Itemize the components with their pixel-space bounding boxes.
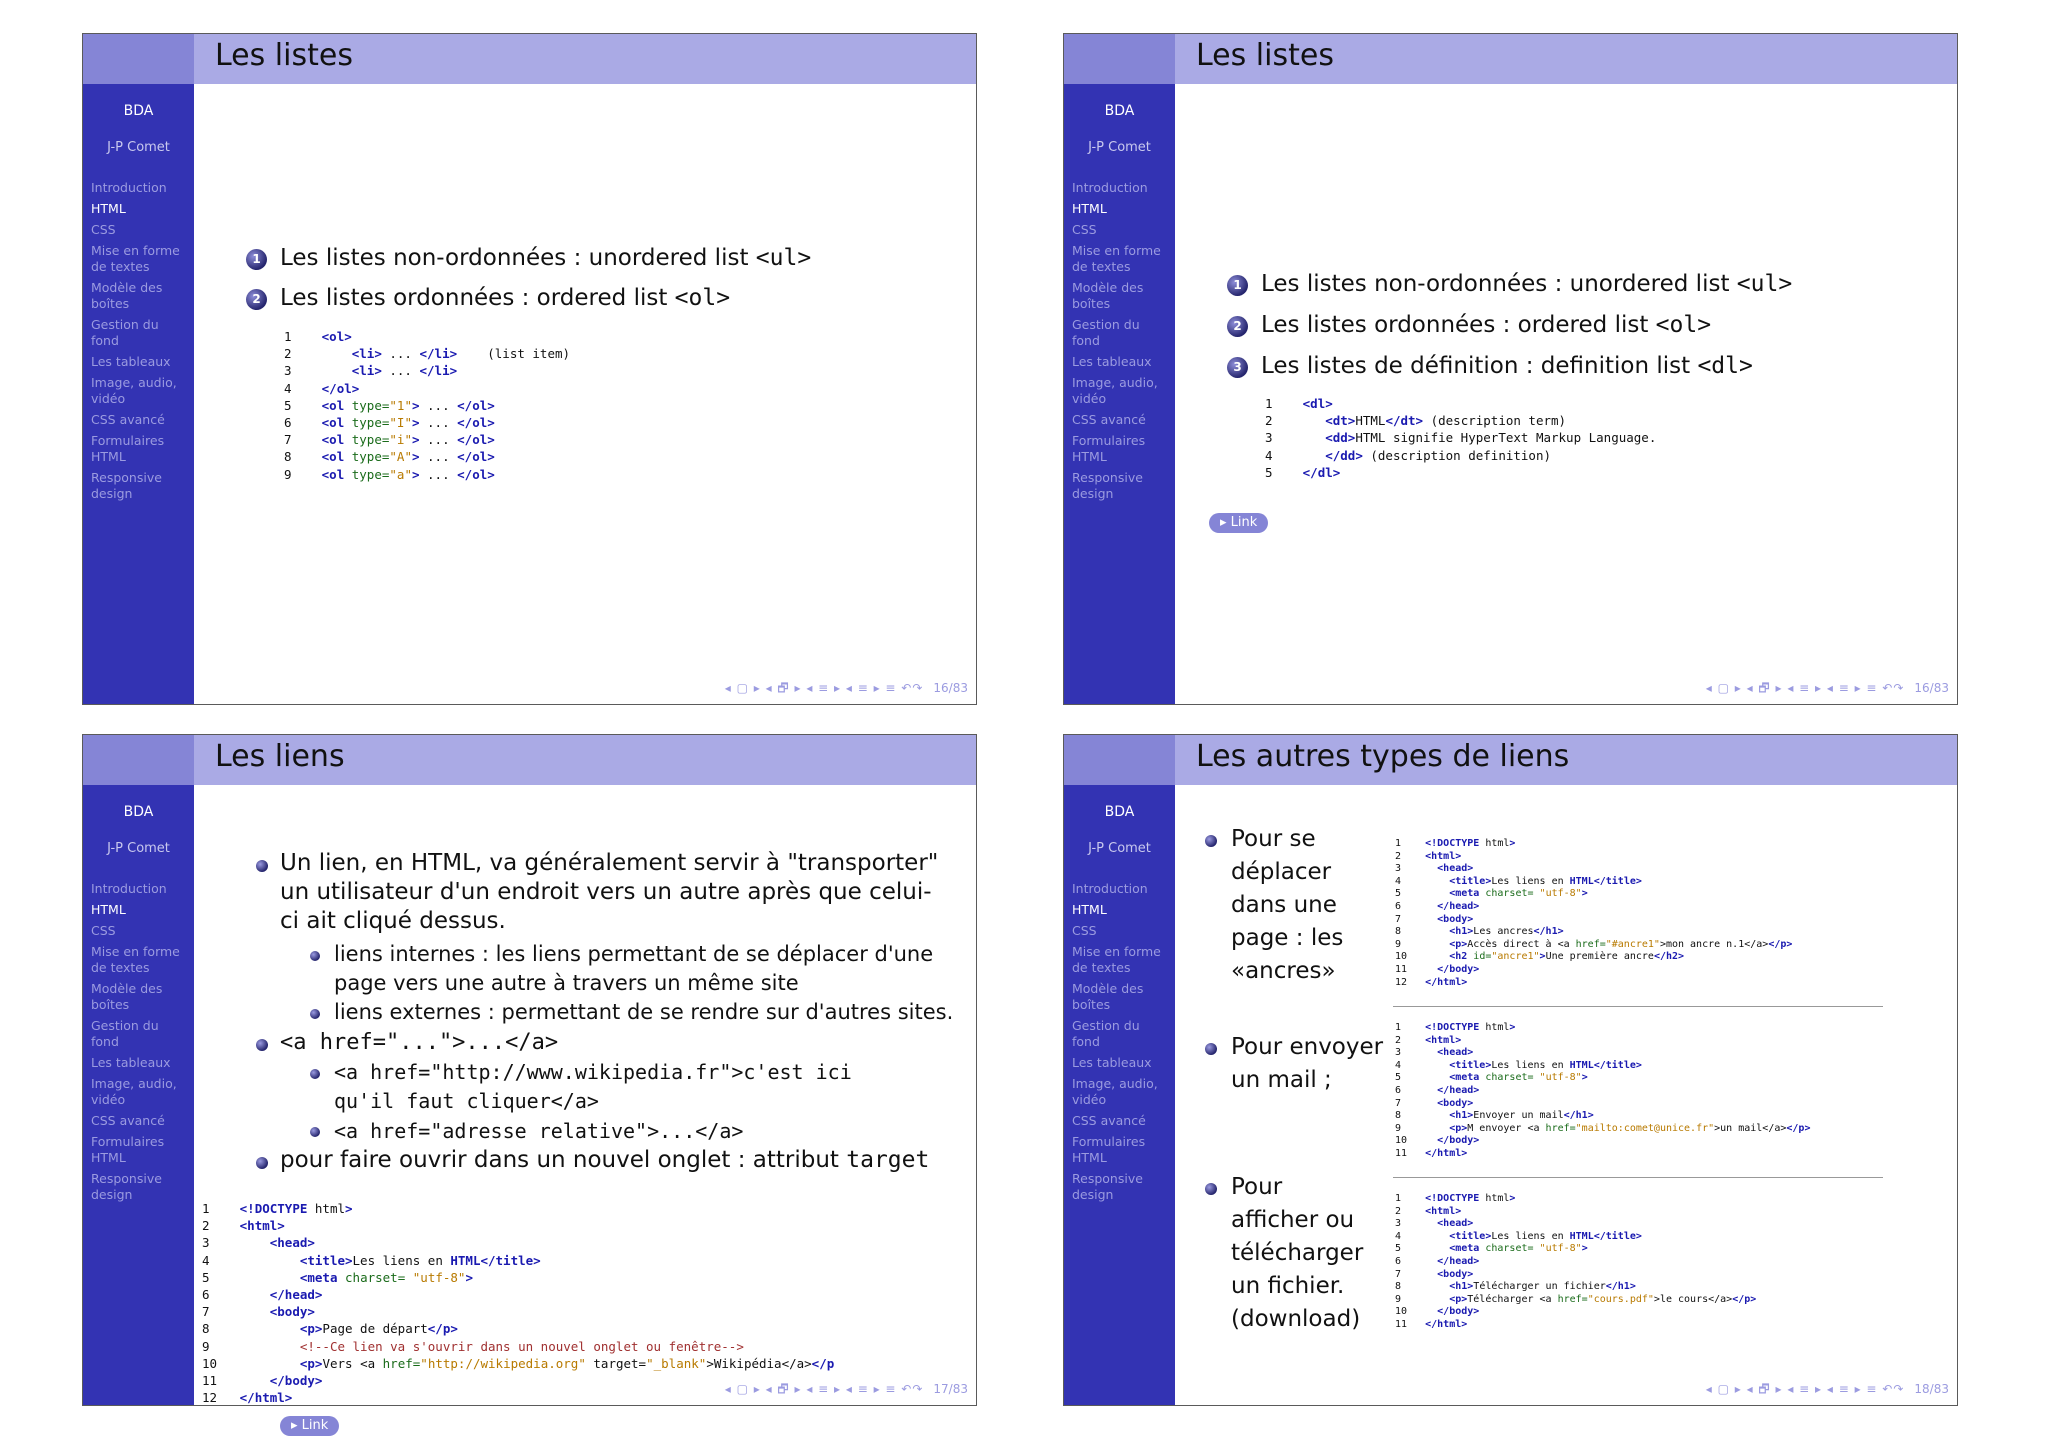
sidebar-item[interactable]: Formulaires HTML — [1072, 1134, 1146, 1165]
sidebar-item[interactable]: Modèle des boîtes — [1072, 981, 1144, 1012]
bullet-text: Pour envoyer un mail ; — [1231, 1034, 1384, 1093]
sidebar-item[interactable]: CSS avancé — [91, 412, 165, 427]
sidebar-item[interactable]: Mise en forme de textes — [91, 944, 180, 975]
bullet-icon — [1205, 835, 1217, 847]
bullet-code: <a href="...">...</a> — [280, 1030, 559, 1055]
sidebar-item[interactable]: HTML — [91, 201, 126, 216]
sidebar-item[interactable]: HTML — [91, 902, 126, 917]
sidebar-nav — [1072, 180, 1172, 507]
sidebar-item[interactable]: Gestion du fond — [1072, 1018, 1140, 1049]
bullet-icon — [310, 1009, 320, 1019]
bullet-text: pour faire ouvrir dans un nouvel onglet : attribut target — [280, 1147, 930, 1173]
sidebar-item[interactable]: CSS — [91, 923, 116, 938]
list-item: Les listes non-ordonnées : unordered list <ul> — [280, 245, 812, 271]
sidebar-item[interactable]: CSS avancé — [91, 1113, 165, 1128]
sidebar-item[interactable]: Introduction — [1072, 180, 1148, 195]
navigation-icons[interactable]: ◂ ▢ ▸ ◂ 🗗 ▸ ◂ ≡ ▸ ◂ ≡ ▸ ≡ ↶↷ — [1705, 681, 1905, 695]
sidebar-item[interactable]: Introduction — [1072, 881, 1148, 896]
bullet-code: <a href="http://www.wikipedia.fr">c'est ici qu'il faut cliquer</a> — [334, 1060, 852, 1113]
slide-4 — [1063, 734, 1958, 1406]
code-block: 1 <!DOCTYPE html> 2 <html> 3 <head> 4 <title>Les liens en HTML</title> 5 <meta charset= "utf-8"> 6 </head> 7 <body> 8 <h1>Envoyer un mail</h1> 9 <p>M envoyer <a href="mailto:comet@unice.fr">un mail</a></p> 10 </body> 11 </html> — [1395, 1022, 1811, 1159]
sidebar-nav — [1072, 881, 1172, 1208]
list-item: Les listes non-ordonnées : unordered list <ul> — [1261, 271, 1793, 297]
sidebar-item[interactable]: Formulaires HTML — [1072, 433, 1146, 464]
code-block: 1 <!DOCTYPE html> 2 <html> 3 <head> 4 <title>Les liens en HTML</title> 5 <meta charset= "utf-8"> 6 </head> 7 <body> 8 <h1>Télécharger un fichier</h1> 9 <p>Télécharger <a href="cours.pdf">le cours</a></p> 10 </body> 11 </html> — [1395, 1193, 1757, 1330]
divider — [1393, 1006, 1883, 1007]
bullet-text: liens externes : permettant de se rendre sur d'autres sites. — [334, 1000, 954, 1024]
sidebar-item[interactable]: Les tableaux — [91, 354, 171, 369]
sidebar-item[interactable]: Image, audio, vidéo — [1072, 1076, 1158, 1107]
slide-header — [1175, 34, 1957, 84]
list-number-2: 2 — [1227, 316, 1248, 337]
sidebar-item[interactable]: Responsive design — [91, 470, 162, 501]
bullet-text: liens internes : les liens permettant de se déplacer d'une page vers une autre à travers un même site — [334, 942, 934, 995]
sidebar-nav — [91, 180, 191, 507]
bullet-icon — [1205, 1043, 1217, 1055]
link-button[interactable]: ▸ Link — [280, 1416, 339, 1436]
sidebar — [1064, 34, 1175, 704]
slide-title: Les listes — [1196, 38, 1334, 73]
sidebar-item[interactable]: Image, audio, vidéo — [91, 1076, 177, 1107]
sidebar-title[interactable]: BDA — [1104, 804, 1135, 820]
sidebar — [1064, 735, 1175, 1405]
sidebar-title[interactable]: BDA — [1104, 103, 1135, 119]
sidebar-item[interactable]: Formulaires HTML — [91, 433, 165, 464]
slide-title: Les autres types de liens — [1196, 739, 1570, 774]
navigation-icons[interactable]: ◂ ▢ ▸ ◂ 🗗 ▸ ◂ ≡ ▸ ◂ ≡ ▸ ≡ ↶↷ — [1705, 1382, 1905, 1396]
sidebar-item[interactable]: Introduction — [91, 180, 167, 195]
sidebar-item[interactable]: Mise en forme de textes — [1072, 944, 1161, 975]
slide-header — [1175, 735, 1957, 785]
navigation-icons[interactable]: ◂ ▢ ▸ ◂ 🗗 ▸ ◂ ≡ ▸ ◂ ≡ ▸ ≡ ↶↷ — [724, 1382, 924, 1396]
bullet-icon — [310, 1127, 320, 1137]
bullet-icon — [1205, 1183, 1217, 1195]
sidebar-item[interactable]: Modèle des boîtes — [1072, 280, 1144, 311]
bullet-icon — [256, 860, 268, 872]
sidebar-item[interactable]: Image, audio, vidéo — [1072, 375, 1158, 406]
code-block: 1 <!DOCTYPE html> 2 <html> 3 <head> 4 <title>Les liens en HTML</title> 5 <meta charset= "utf-8"> 6 </head> 7 <body> 8 <h1>Les ancres</h1> 9 <p>Accès direct à <a href="#ancre1">mon ancre n.1</a></p> 10 <h2 id="ancre1">Une première ancre</h2> 11 </body> 12 </html> — [1395, 838, 1793, 988]
divider — [1393, 1177, 1883, 1178]
sidebar-item[interactable]: Mise en forme de textes — [1072, 243, 1161, 274]
sidebar-item[interactable]: Responsive design — [1072, 470, 1143, 501]
navigation-icons[interactable]: ◂ ▢ ▸ ◂ 🗗 ▸ ◂ ≡ ▸ ◂ ≡ ▸ ≡ ↶↷ — [724, 681, 924, 695]
slide-footer[interactable] — [1706, 679, 1949, 700]
link-button[interactable]: ▸ Link — [1209, 513, 1268, 533]
list-number-3: 3 — [1227, 357, 1248, 378]
slide-2 — [1063, 33, 1958, 705]
sidebar — [83, 735, 194, 1405]
page-number: 16/83 — [1914, 681, 1949, 695]
list-item: Les listes ordonnées : ordered list <ol> — [1261, 312, 1712, 338]
sidebar — [83, 34, 194, 704]
bullet-icon — [256, 1039, 268, 1051]
slide-footer[interactable] — [725, 679, 968, 700]
sidebar-item[interactable]: CSS — [1072, 222, 1097, 237]
code-block: 1 <!DOCTYPE html> 2 <html> 3 <head> 4 <title>Les liens en HTML</title> 5 <meta charset= "utf-8"> 6 </head> 7 <body> 8 <p>Page de départ</p> 9 <!--Ce lien va s'ouvrir dans un nouvel onglet ou fenêtre--> 10 <p>Vers <a href="http://wikipedia.org" target="_blank">Wikipédia</a></p 11 </body> 12 </html> — [202, 1201, 835, 1406]
slide-header — [194, 34, 976, 84]
code-block: 1 <ol> 2 <li> ... </li> (list item) 3 <li> ... </li> 4 </ol> 5 <ol type="1"> ... </ol> 6 <ol type="I"> ... </ol> 7 <ol type="i"> ... </ol> 8 <ol type="A"> ... </ol> 9 <ol type="a"> ... </ol> — [284, 329, 571, 482]
page-number: 18/83 — [1914, 1382, 1949, 1396]
bullet-icon — [310, 1069, 320, 1079]
sidebar-item[interactable]: Responsive design — [1072, 1171, 1143, 1202]
sidebar-title[interactable]: BDA — [123, 103, 154, 119]
sidebar-item[interactable]: Modèle des boîtes — [91, 280, 163, 311]
slide-footer[interactable] — [725, 1380, 968, 1401]
slide-3 — [82, 734, 977, 1433]
sidebar-item[interactable]: Gestion du fond — [1072, 317, 1140, 348]
sidebar-author[interactable]: J-P Comet — [107, 841, 170, 856]
sidebar-nav — [91, 881, 191, 1208]
sidebar-item[interactable]: Mise en forme de textes — [91, 243, 180, 274]
sidebar-title[interactable]: BDA — [123, 804, 154, 820]
sidebar-item[interactable]: Les tableaux — [1072, 354, 1152, 369]
sidebar-item[interactable]: Les tableaux — [91, 1055, 171, 1070]
sidebar-item[interactable]: CSS — [91, 222, 116, 237]
slide-title: Les liens — [215, 739, 345, 774]
sidebar-item[interactable]: Les tableaux — [1072, 1055, 1152, 1070]
slide-footer[interactable] — [1706, 1380, 1949, 1401]
sidebar-item[interactable]: Modèle des boîtes — [91, 981, 163, 1012]
sidebar-item[interactable]: Formulaires HTML — [91, 1134, 165, 1165]
list-number-1: 1 — [1227, 275, 1248, 296]
bullet-text: Pour afficher ou télécharger un fichier. (download) — [1231, 1174, 1364, 1332]
sidebar-item[interactable]: CSS — [1072, 923, 1097, 938]
sidebar-item[interactable]: CSS avancé — [1072, 412, 1146, 427]
sidebar-item[interactable]: Gestion du fond — [91, 1018, 159, 1049]
list-item: Les listes ordonnées : ordered list <ol> — [280, 285, 731, 311]
list-number-1: 1 — [246, 249, 267, 270]
sidebar-author[interactable]: J-P Comet — [107, 140, 170, 155]
slide-1 — [82, 33, 977, 705]
sidebar-author[interactable]: J-P Comet — [1088, 140, 1151, 155]
bullet-text: Un lien, en HTML, va généralement servir à "transporter" un utilisateur d'un endroit vers un autre après que celui-ci ait cliqué dessus. — [280, 850, 939, 934]
list-item: Les listes de définition : definition list <dl> — [1261, 353, 1753, 379]
page-number: 16/83 — [933, 681, 968, 695]
sidebar-item[interactable]: Image, audio, vidéo — [91, 375, 177, 406]
sidebar-author[interactable]: J-P Comet — [1088, 841, 1151, 856]
bullet-text: Pour se déplacer dans une page : les «ancres» — [1231, 826, 1344, 984]
bullet-code: <a href="adresse relative">...</a> — [334, 1119, 744, 1143]
code-block: 1 <dl> 2 <dt>HTML</dt> (description term) 3 <dd>HTML signifie HyperText Markup Language. 4 </dd> (description definition) 5 </dl> — [1265, 396, 1657, 480]
slide-title: Les listes — [215, 38, 353, 73]
page-number: 17/83 — [933, 1382, 968, 1396]
sidebar-item[interactable]: CSS avancé — [1072, 1113, 1146, 1128]
slide-header — [194, 735, 976, 785]
bullet-icon — [256, 1157, 268, 1169]
list-number-2: 2 — [246, 289, 267, 310]
sidebar-item[interactable]: Introduction — [91, 881, 167, 896]
bullet-icon — [310, 951, 320, 961]
sidebar-item[interactable]: HTML — [1072, 201, 1107, 216]
sidebar-item[interactable]: Gestion du fond — [91, 317, 159, 348]
sidebar-item[interactable]: Responsive design — [91, 1171, 162, 1202]
sidebar-item[interactable]: HTML — [1072, 902, 1107, 917]
